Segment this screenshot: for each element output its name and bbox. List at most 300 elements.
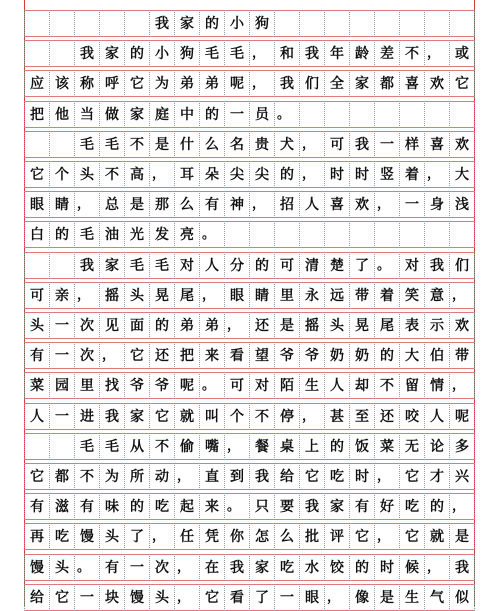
grid-cell <box>274 221 299 248</box>
grid-cell <box>399 101 424 128</box>
grid-cell: 好 <box>374 493 399 520</box>
grid-cell: 评 <box>324 523 349 550</box>
grid-cell: 人 <box>24 403 49 430</box>
essay-line <box>24 221 475 248</box>
essay-line <box>24 70 475 97</box>
essay-line <box>24 191 475 218</box>
essay-line <box>24 101 475 128</box>
grid-cell: 的 <box>199 101 224 128</box>
grid-cell: 偷 <box>174 433 199 460</box>
grid-cell: 笑 <box>399 282 424 309</box>
grid-cell: 时 <box>349 463 374 490</box>
grid-cell: 为 <box>149 70 174 97</box>
grid-cell: 毛 <box>74 433 99 460</box>
essay-line <box>24 40 475 67</box>
grid-cell: 人 <box>199 252 224 279</box>
grid-cell: ， <box>424 554 449 581</box>
grid-cell: 了 <box>349 252 374 279</box>
grid-cell: ， <box>99 342 124 369</box>
grid-cell: 对 <box>174 252 199 279</box>
grid-cell: 喜 <box>424 131 449 158</box>
grid-cell: ， <box>174 554 199 581</box>
grid-cell <box>49 433 74 460</box>
grid-cell: 它 <box>349 523 374 550</box>
grid-cell: 意 <box>424 282 449 309</box>
grid-cell: 弟 <box>199 312 224 339</box>
grid-cell: 咬 <box>399 403 424 430</box>
grid-cell: 呢 <box>174 372 199 399</box>
grid-cell: 可 <box>24 282 49 309</box>
grid-cell: 似 <box>449 584 475 611</box>
grid-cell: 我 <box>424 252 449 279</box>
grid-cell <box>49 131 74 158</box>
grid-cell <box>349 10 374 37</box>
grid-cell: 来 <box>199 342 224 369</box>
grid-cell: 可 <box>224 372 249 399</box>
grid-cell: ， <box>374 463 399 490</box>
grid-cell <box>274 10 299 37</box>
grid-cell: 弟 <box>199 70 224 97</box>
grid-cell: ， <box>424 40 449 67</box>
grid-cell: 所 <box>124 463 149 490</box>
grid-cell: 一 <box>399 191 424 218</box>
grid-cell: 候 <box>399 554 424 581</box>
grid-cell: 家 <box>99 40 124 67</box>
grid-cell: 。 <box>224 493 249 520</box>
grid-cell: 应 <box>24 70 49 97</box>
grid-cell: 呼 <box>99 70 124 97</box>
grid-cell: 高 <box>124 161 149 188</box>
grid-cell: ， <box>449 493 475 520</box>
grid-cell: 对 <box>249 372 274 399</box>
grid-cell: 有 <box>74 493 99 520</box>
grid-cell: 次 <box>74 312 99 339</box>
grid-cell: ， <box>424 161 449 188</box>
grid-cell: 有 <box>24 493 49 520</box>
grid-cell: 亲 <box>49 282 74 309</box>
grid-cell: 菜 <box>374 433 399 460</box>
grid-cell: 可 <box>324 131 349 158</box>
grid-cell: 。 <box>74 554 99 581</box>
grid-cell: ， <box>249 70 274 97</box>
grid-cell: 狗 <box>174 40 199 67</box>
grid-cell <box>49 40 74 67</box>
grid-cell <box>24 40 49 67</box>
grid-cell: 招 <box>274 191 299 218</box>
grid-cell <box>449 221 475 248</box>
grid-cell <box>449 101 475 128</box>
grid-cell: 的 <box>274 161 299 188</box>
grid-cell: 不 <box>99 161 124 188</box>
grid-cell <box>449 10 475 37</box>
grid-cell: 摇 <box>299 312 324 339</box>
grid-cell: 毛 <box>74 221 99 248</box>
grid-cell: 面 <box>124 312 149 339</box>
grid-cell: 它 <box>24 161 49 188</box>
grid-cell: 了 <box>124 523 149 550</box>
grid-cell: 欢 <box>449 312 475 339</box>
grid-cell <box>124 10 149 37</box>
grid-cell: 神 <box>224 191 249 218</box>
grid-cell: 我 <box>74 40 99 67</box>
grid-cell: 中 <box>174 101 199 128</box>
grid-cell: 头 <box>74 161 99 188</box>
grid-cell: 是 <box>124 191 149 218</box>
grid-cell: 家 <box>324 493 349 520</box>
grid-cell: 给 <box>24 584 49 611</box>
grid-cell: 里 <box>74 372 99 399</box>
grid-cell: 我 <box>99 403 124 430</box>
grid-cell: 再 <box>24 523 49 550</box>
grid-cell: 有 <box>99 554 124 581</box>
grid-cell: 给 <box>274 463 299 490</box>
grid-cell: 要 <box>274 493 299 520</box>
grid-cell <box>399 10 424 37</box>
grid-cell: 时 <box>374 554 399 581</box>
grid-cell: 眼 <box>299 584 324 611</box>
grid-cell <box>249 221 274 248</box>
grid-cell: 眼 <box>24 191 49 218</box>
grid-cell: 生 <box>299 372 324 399</box>
grid-cell: 里 <box>274 282 299 309</box>
grid-cell: 它 <box>299 463 324 490</box>
grid-cell: 家 <box>124 101 149 128</box>
grid-cell: 一 <box>49 312 74 339</box>
grid-cell: 滋 <box>49 493 74 520</box>
grid-cell: 着 <box>399 161 424 188</box>
grid-cell: 摇 <box>99 282 124 309</box>
grid-cell: 次 <box>149 554 174 581</box>
grid-cell <box>299 10 324 37</box>
grid-cell: 竖 <box>374 161 399 188</box>
grid-cell <box>374 101 399 128</box>
grid-cell: 名 <box>224 131 249 158</box>
grid-cell <box>299 101 324 128</box>
essay-line <box>24 342 475 369</box>
grid-cell: 大 <box>449 161 475 188</box>
essay-line <box>24 493 475 520</box>
grid-cell: 吃 <box>274 554 299 581</box>
grid-cell: ， <box>299 131 324 158</box>
grid-cell: ， <box>374 523 399 550</box>
grid-cell: 怎 <box>249 523 274 550</box>
grid-cell <box>74 10 99 37</box>
grid-cell: 爷 <box>124 372 149 399</box>
grid-cell: 毛 <box>99 433 124 460</box>
grid-cell: 一 <box>274 584 299 611</box>
essay-line <box>24 131 475 158</box>
grid-cell: ， <box>224 312 249 339</box>
essay-line <box>24 433 475 460</box>
grid-cell: 凭 <box>199 523 224 550</box>
grid-cell: 分 <box>224 252 249 279</box>
grid-cell: 我 <box>224 554 249 581</box>
grid-cell: 家 <box>249 554 274 581</box>
grid-cell: 爷 <box>274 342 299 369</box>
grid-cell: 奶 <box>324 342 349 369</box>
grid-cell: 么 <box>174 191 199 218</box>
grid-cell: 弟 <box>174 70 199 97</box>
grid-cell: 直 <box>199 463 224 490</box>
grid-cell: 人 <box>324 372 349 399</box>
grid-cell: 吃 <box>149 493 174 520</box>
grid-cell: 气 <box>424 584 449 611</box>
grid-cell: 楚 <box>324 252 349 279</box>
grid-cell: 才 <box>424 463 449 490</box>
essay-line <box>24 554 475 581</box>
grid-cell: 带 <box>349 282 374 309</box>
grid-cell: 不 <box>149 433 174 460</box>
grid-cell: 了 <box>249 584 274 611</box>
grid-cell: 示 <box>424 312 449 339</box>
grid-cell: 它 <box>49 584 74 611</box>
grid-cell: 差 <box>374 40 399 67</box>
grid-cell: 该 <box>49 70 74 97</box>
grid-cell: 陌 <box>274 372 299 399</box>
grid-cell: 我 <box>249 463 274 490</box>
grid-cell <box>224 221 249 248</box>
grid-cell: ， <box>149 523 174 550</box>
grid-cell: ， <box>224 433 249 460</box>
grid-cell: 呢 <box>224 70 249 97</box>
grid-cell: 浅 <box>449 191 475 218</box>
grid-cell: 一 <box>49 403 74 430</box>
grid-cell: 们 <box>299 70 324 97</box>
grid-cell: 吃 <box>399 493 424 520</box>
grid-cell: 饭 <box>349 433 374 460</box>
grid-cell: 的 <box>349 554 374 581</box>
grid-cell: 毛 <box>224 40 249 67</box>
grid-cell: 表 <box>399 312 424 339</box>
grid-cell: 毛 <box>199 40 224 67</box>
grid-cell: 尖 <box>249 161 274 188</box>
grid-cell: 望 <box>249 342 274 369</box>
essay-line <box>24 252 475 279</box>
grid-cell: 做 <box>99 101 124 128</box>
essay-title-row <box>24 10 475 37</box>
grid-cell: 不 <box>249 403 274 430</box>
grid-cell: 的 <box>49 221 74 248</box>
grid-cell: 到 <box>224 463 249 490</box>
grid-cell: 毛 <box>124 252 149 279</box>
grid-cell: 发 <box>149 221 174 248</box>
grid-cell: 毛 <box>74 131 99 158</box>
grid-cell: ， <box>74 191 99 218</box>
grid-cell: 菜 <box>24 372 49 399</box>
grid-cell: 它 <box>24 463 49 490</box>
grid-cell: 头 <box>24 312 49 339</box>
grid-cell: 的 <box>124 493 149 520</box>
grid-cell: 小 <box>224 10 249 37</box>
grid-cell: 馒 <box>74 523 99 550</box>
grid-cell: ， <box>174 584 199 611</box>
grid-cell: ， <box>249 191 274 218</box>
grid-cell: 情 <box>424 372 449 399</box>
grid-cell: 爷 <box>149 372 174 399</box>
grid-cell: 论 <box>424 433 449 460</box>
grid-cell: 把 <box>174 342 199 369</box>
grid-cell: 它 <box>124 70 149 97</box>
grid-cell: 都 <box>374 70 399 97</box>
grid-cell: 当 <box>74 101 99 128</box>
essay-line <box>24 523 475 550</box>
essay-line <box>24 463 475 490</box>
grid-cell: 上 <box>299 433 324 460</box>
grid-cell <box>324 221 349 248</box>
grid-cell: 来 <box>199 493 224 520</box>
grid-cell: 家 <box>349 70 374 97</box>
grid-cell: 个 <box>49 161 74 188</box>
grid-cell: 它 <box>149 403 174 430</box>
grid-cell: 我 <box>149 10 174 37</box>
grid-cell: 把 <box>24 101 49 128</box>
grid-cell: 总 <box>99 191 124 218</box>
grid-cell: 。 <box>374 252 399 279</box>
grid-cell: 亮 <box>174 221 199 248</box>
grid-cell: 庭 <box>149 101 174 128</box>
grid-cell: 还 <box>249 312 274 339</box>
grid-cell <box>424 101 449 128</box>
grid-cell <box>424 221 449 248</box>
grid-cell: 毛 <box>149 252 174 279</box>
grid-cell: 油 <box>99 221 124 248</box>
grid-cell: 的 <box>124 40 149 67</box>
grid-cell <box>49 252 74 279</box>
grid-cell: 留 <box>399 372 424 399</box>
grid-cell: 我 <box>299 493 324 520</box>
grid-cell: ， <box>299 161 324 188</box>
grid-cell <box>24 252 49 279</box>
grid-cell: 看 <box>224 584 249 611</box>
grid-cell: 无 <box>399 433 424 460</box>
grid-cell: ， <box>299 403 324 430</box>
grid-cell: 年 <box>324 40 349 67</box>
grid-cell: 看 <box>224 342 249 369</box>
grid-cell: 是 <box>449 523 475 550</box>
grid-cell: 永 <box>299 282 324 309</box>
grid-cell: 是 <box>274 312 299 339</box>
grid-cell: 他 <box>49 101 74 128</box>
grid-cell <box>374 221 399 248</box>
grid-cell: 是 <box>374 584 399 611</box>
grid-cell <box>349 221 374 248</box>
grid-cell: 可 <box>274 252 299 279</box>
grid-cell <box>424 10 449 37</box>
grid-cell: 它 <box>199 584 224 611</box>
grid-cell: 家 <box>174 10 199 37</box>
grid-cell: ， <box>149 161 174 188</box>
grid-cell: 贵 <box>249 131 274 158</box>
grid-cell: ， <box>324 584 349 611</box>
grid-cell: 着 <box>374 282 399 309</box>
grid-cell: 奶 <box>349 342 374 369</box>
essay-line <box>24 372 475 399</box>
grid-cell: 桌 <box>274 433 299 460</box>
grid-cell <box>299 221 324 248</box>
grid-cell: 次 <box>74 342 99 369</box>
grid-cell: 多 <box>449 433 475 460</box>
grid-cell <box>399 221 424 248</box>
grid-cell: 都 <box>49 463 74 490</box>
grid-cell: 和 <box>274 40 299 67</box>
grid-cell: 兴 <box>449 463 475 490</box>
grid-cell: 。 <box>199 221 224 248</box>
grid-cell: 还 <box>149 342 174 369</box>
grid-cell: ， <box>374 191 399 218</box>
grid-cell: 见 <box>99 312 124 339</box>
grid-cell: ， <box>74 282 99 309</box>
grid-cell: 吃 <box>324 463 349 490</box>
grid-cell: 只 <box>249 493 274 520</box>
grid-cell: 那 <box>149 191 174 218</box>
essay-line <box>24 584 475 611</box>
grid-cell: 个 <box>224 403 249 430</box>
grid-cell: 们 <box>449 252 475 279</box>
grid-cell <box>324 10 349 37</box>
grid-cell: 的 <box>424 493 449 520</box>
grid-cell: 大 <box>399 342 424 369</box>
grid-cell <box>349 101 374 128</box>
grid-cell: 我 <box>299 40 324 67</box>
grid-cell: 我 <box>349 131 374 158</box>
grid-cell: 眼 <box>224 282 249 309</box>
grid-cell: 毛 <box>99 131 124 158</box>
grid-cell: 甚 <box>324 403 349 430</box>
grid-cell: 尾 <box>374 312 399 339</box>
grid-cell: 园 <box>49 372 74 399</box>
grid-cell: 伯 <box>424 342 449 369</box>
grid-cell: 吃 <box>49 523 74 550</box>
grid-cell: 块 <box>99 584 124 611</box>
grid-cell: 朵 <box>199 161 224 188</box>
essay-line <box>24 403 475 430</box>
grid-cell: 我 <box>274 70 299 97</box>
grid-cell: 有 <box>349 493 374 520</box>
grid-cell <box>99 10 124 37</box>
grid-cell: 晃 <box>349 312 374 339</box>
grid-cell <box>49 10 74 37</box>
grid-cell: 从 <box>124 433 149 460</box>
grid-cell: 称 <box>74 70 99 97</box>
grid-cell: 嘴 <box>199 433 224 460</box>
grid-cell: 它 <box>449 70 475 97</box>
grid-cell: 晃 <box>149 282 174 309</box>
grid-cell: 起 <box>174 493 199 520</box>
grid-cell: 狗 <box>249 10 274 37</box>
grid-cell: ， <box>449 372 475 399</box>
essay-line <box>24 312 475 339</box>
grid-cell: 一 <box>49 342 74 369</box>
grid-cell: 尾 <box>174 282 199 309</box>
grid-cell: 一 <box>124 554 149 581</box>
grid-cell: 爷 <box>299 342 324 369</box>
grid-cell: 对 <box>399 252 424 279</box>
grid-cell: 我 <box>74 252 99 279</box>
grid-cell: 有 <box>24 342 49 369</box>
grid-cell: 不 <box>124 131 149 158</box>
grid-cell: 。 <box>199 372 224 399</box>
grid-cell <box>324 101 349 128</box>
grid-cell: 的 <box>249 252 274 279</box>
grid-cell: 人 <box>424 403 449 430</box>
grid-cell: 小 <box>149 40 174 67</box>
grid-cell: 带 <box>449 342 475 369</box>
grid-cell: 头 <box>49 554 74 581</box>
grid-cell: 动 <box>149 463 174 490</box>
grid-cell: 你 <box>224 523 249 550</box>
grid-cell: 清 <box>299 252 324 279</box>
grid-cell: 找 <box>99 372 124 399</box>
